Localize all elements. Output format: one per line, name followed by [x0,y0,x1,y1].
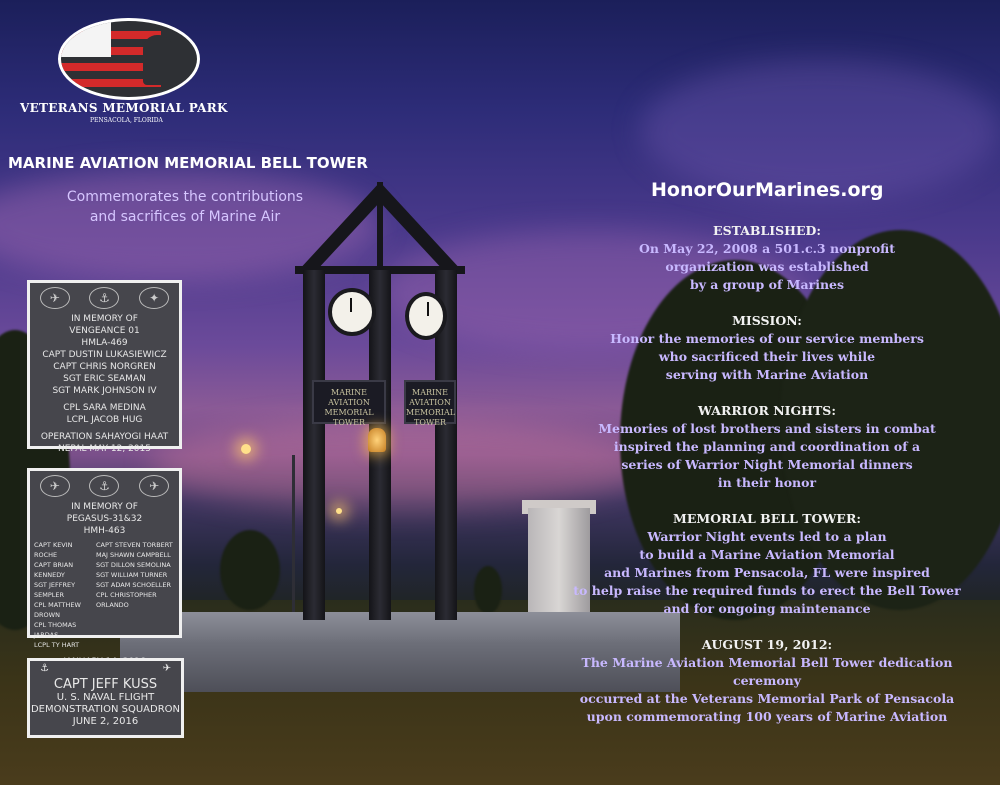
section-line: Honor the memories of our service members [610,331,924,346]
clock-face [405,292,447,340]
section-line: serving with Marine Aviation [665,367,869,382]
plaque-line: SGT MARK JOHNSON IV [52,386,157,396]
plaque-name: SGT WILLIAM TURNER [95,571,168,579]
section-line: who sacrificed their lives while [658,349,876,364]
section-heading: ESTABLISHED: [713,223,821,238]
subtitle-line: and sacrifices of Marine Air [89,209,281,225]
plaque-emblems [30,283,179,313]
plaque-line: JUNE 2, 2016 [72,716,139,727]
bugler-silhouette-icon [143,35,173,85]
plaque-line: HMH-463 [83,526,126,536]
section-warrior-nights [552,402,982,492]
tower-banner [404,380,456,427]
section-line: by a group of Marines [689,277,845,292]
memorial-plaque-kuss [27,658,184,738]
tree [220,530,280,610]
history-text [552,222,982,726]
plaque-name-column-left [34,540,96,650]
website-url: HonorOurMarines.org [651,179,884,201]
section-heading: MISSION: [732,313,802,328]
section-heading: WARRIOR NIGHTS: [698,403,836,418]
plaque-line: PEGASUS-31&32 [66,514,143,524]
page-title: MARINE AVIATION MEMORIAL BELL TOWER [8,154,368,172]
eagle-globe-anchor-icon: ⚓ [89,475,119,497]
flag-canton [61,21,111,57]
plaque-name: CAPT KEVIN ROCHE [34,541,73,559]
page-subtitle [40,187,330,227]
section-line: On May 22, 2008 a 501.c.3 nonprofit [638,241,896,256]
section-line: to help raise the required funds to erect the Bell Tower [573,583,961,598]
plaque-line: CAPT CHRIS NORGREN [53,362,156,372]
plaque-line: CAPT DUSTIN LUKASIEWICZ [42,350,167,360]
plaque-line: OPERATION SAHAYOGI HAAT [40,432,169,442]
plaque-name: SGT JEFFREY SEMPLER [34,581,76,599]
section-line: The Marine Aviation Memorial Bell Tower dedication ceremony [581,655,953,688]
tower-banner [312,380,386,427]
plaque-line: LCPL JACOB HUG [66,415,143,425]
eagle-globe-anchor-icon: ⚓ [89,287,119,309]
eagle-globe-anchor-icon: ⚓ [40,663,49,674]
park-name: VETERANS MEMORIAL PARK [20,101,228,115]
tower-banner-line: MEMORIAL TOWER [324,408,374,427]
section-line: inspired the planning and coordination of a [613,439,921,454]
section-dedication [552,636,982,726]
plaque-name: CAPT STEVEN TORBERT [95,541,173,549]
memorial-plaque-vengeance [27,280,182,454]
section-line: organization was established [665,259,869,274]
plaque-name: CPL MATTHEW DROWN [34,601,81,619]
plaque-line: DEMONSTRATION SQUADRON [30,704,181,715]
park-logo [58,18,200,100]
section-line: Memories of lost brothers and sisters in combat [598,421,936,436]
wings-icon: ✈ [40,287,70,309]
memorial-plaque-pegasus [27,468,182,649]
section-line: occurred at the Veterans Memorial Park of Pensacola [579,691,955,706]
plaque-line: NEPAL MAY 12, 2015 [58,444,151,454]
plaque-line: SGT ERIC SEAMAN [63,374,146,384]
plaque-name: LCPL TY HART [34,641,80,649]
wings-icon: ✈ [40,475,70,497]
plaque-name: CPL CHRISTOPHER ORLANDO [95,591,157,609]
section-heading: AUGUST 19, 2012: [701,637,833,652]
tower-banner-line: MEMORIAL TOWER [406,408,456,427]
section-mission [552,312,982,384]
plaque-name: CAPT BRIAN KENNEDY [34,561,74,579]
park-location: PENSACOLA, FLORIDA [90,117,163,124]
plaque-line: VENGEANCE 01 [69,326,140,336]
plaque-name: SGT ADAM SCHOELLER [95,581,172,589]
plaque-line: IN MEMORY OF [71,502,138,512]
section-established [552,222,982,294]
tree [474,566,502,614]
section-heading: MEMORIAL BELL TOWER: [673,511,861,526]
section-line: series of Warrior Night Memorial dinners [621,457,913,472]
tower-post [303,270,325,620]
wings-icon: ✈ [139,475,169,497]
lamp-light [241,444,251,454]
subtitle-line: Commemorates the contributions [66,189,304,205]
squadron-insignia-icon: ✦ [139,287,169,309]
section-memorial-bell-tower [552,510,982,618]
plaque-emblems [30,661,181,677]
section-line: and Marines from Pensacola, FL were inspired [604,565,930,580]
bell [368,428,386,452]
section-line: upon commemorating 100 years of Marine Aviation [586,709,948,724]
tower-banner-line: MARINE AVIATION [328,388,370,407]
clock-face [328,288,376,336]
plaque-emblems [30,471,179,501]
plaque-name-columns [30,540,179,650]
plaque-line: IN MEMORY OF [71,314,138,324]
section-line: in their honor [717,475,817,490]
tower-banner-line: MARINE AVIATION [409,388,451,407]
section-line: Warrior Night events led to a plan [647,529,887,544]
plaque-name: CPL THOMAS JARDAS [34,621,77,639]
plaque-name: SGT DILLON SEMOLINA [95,561,171,569]
plaque-name: CAPT JEFF KUSS [53,677,158,692]
plaque-line: U. S. NAVAL FLIGHT [56,692,155,703]
section-line: to build a Marine Aviation Memorial [639,547,895,562]
section-line: and for ongoing maintenance [663,601,871,616]
wings-icon: ✈ [162,663,171,674]
plaque-name: MAJ SHAWN CAMPBELL [95,551,171,559]
plaque-line: HMLA-469 [81,338,128,348]
plaque-name-column-right [96,540,175,650]
plaque-line: CPL SARA MEDINA [63,403,146,413]
